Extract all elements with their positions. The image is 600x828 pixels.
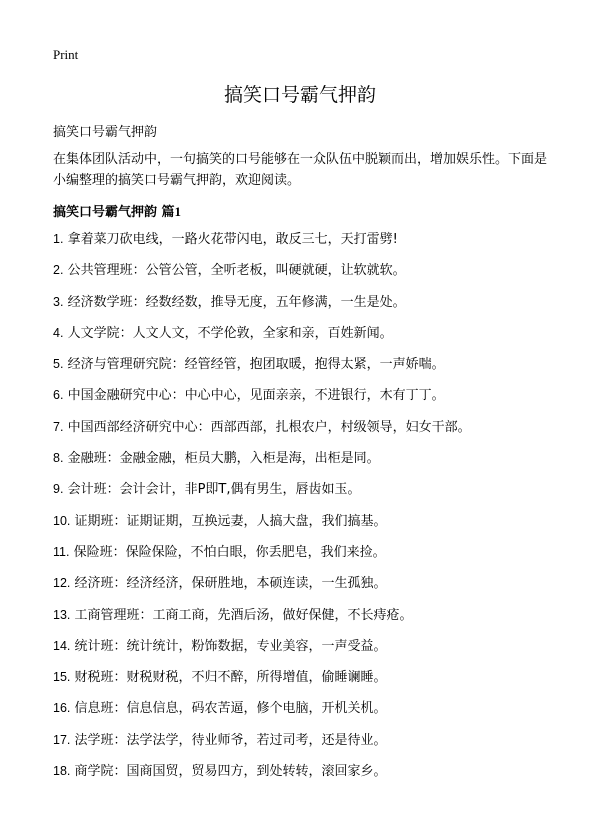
list-item-text: 商学院：国商国贸，贸易四方，到处转转，滚回家乡。 — [74, 764, 387, 780]
list-item-text: 公共管理班：公管公管，全听老板，叫硬就硬，让软就软。 — [67, 263, 406, 279]
list-item — [53, 761, 560, 792]
list-item-text: 人文学院：人文人文，不学伦敦，全家和亲，百姓新闻。 — [67, 325, 393, 341]
list-item-text: 金融班：金融金融，柜员大鹏，入柜是海，出柜是同。 — [67, 451, 380, 467]
list-item — [53, 511, 560, 542]
list-item — [53, 260, 560, 291]
list-item-number: 5. — [53, 357, 64, 372]
list-item-text: 财税班：财税财税，不归不醉，所得增值，偷睡谰睡。 — [74, 670, 387, 686]
list-item-number: 4. — [53, 325, 64, 340]
list-item — [53, 573, 560, 604]
list-item-number: 11. — [53, 544, 70, 559]
list-item-text: 法学班：法学法学，待业师爷，若过司考，还是待业。 — [74, 732, 387, 748]
list-item — [53, 385, 560, 416]
list-item — [53, 636, 560, 667]
list-item — [53, 667, 560, 698]
list-item-text: 工商管理班：工商工商，先酒后汤，做好保健，不长痔疮。 — [74, 607, 413, 623]
list-item-number: 9. — [53, 482, 64, 497]
list-item-text: 中国金融研究中心：中心中心，见面亲亲，不进银行，木有丁丁。 — [67, 388, 445, 404]
list-item-text: 经济班：经济经济，保研胜地，本硕连读，一生孤独。 — [74, 576, 387, 592]
list-item-text: 信息班：信息信息，码农苦逼，修个电脑，开机关机。 — [74, 701, 387, 717]
list-item-number: 15. — [53, 670, 71, 685]
list-item-number: 8. — [53, 451, 64, 466]
page-subtitle: 搞笑口号霸气押韵 — [53, 125, 158, 140]
list-item-text: 会计班：会计会计，非P即T,偶有男生，唇齿如玉。 — [67, 482, 361, 498]
list-item-number: 14. — [53, 638, 71, 653]
intro-paragraph: 在集体团队活动中，一句搞笑的口号能够在一众队伍中脱颖而出，增加娱乐性。下面是小编整理的搞笑口号霸气押韵，欢迎阅读。 — [53, 152, 548, 188]
list-item-text: 统计班：统计统计，粉饰数据，专业美容，一声受益。 — [74, 638, 387, 654]
list-item-number: 17. — [53, 732, 71, 747]
list-item — [53, 479, 560, 510]
list-item — [53, 292, 560, 323]
list-item-number: 12. — [53, 576, 71, 591]
list-item — [53, 417, 560, 448]
list-item — [53, 229, 560, 260]
list-item-number: 16. — [53, 701, 71, 716]
list-item-number: 7. — [53, 419, 64, 434]
list-item — [53, 605, 560, 636]
list-item — [53, 730, 560, 761]
list-item-number: 6. — [53, 388, 64, 403]
list-item-number: 3. — [53, 294, 64, 309]
list-item-text: 中国西部经济研究中心：西部西部，扎根农户，村级领导，妇女干部。 — [67, 419, 471, 435]
slogan-list — [53, 229, 560, 792]
section-heading-number: 1 — [174, 204, 182, 219]
section-heading — [53, 201, 181, 220]
list-item — [53, 542, 560, 573]
list-item-number: 10. — [53, 513, 71, 528]
list-item-number: 13. — [53, 607, 71, 622]
list-item — [53, 354, 560, 385]
list-item — [53, 448, 560, 479]
list-item-text: 保险班：保险保险，不怕白眼，你丢肥皂，我们来捡。 — [73, 544, 386, 560]
list-item-number: 2. — [53, 263, 64, 278]
page-title: 搞笑口号霸气押韵 — [223, 84, 376, 106]
list-item-number: 18. — [53, 764, 71, 779]
list-item — [53, 323, 560, 354]
list-item — [53, 698, 560, 729]
list-item-text: 拿着菜刀砍电线，一路火花带闪电，敢反三七，天打雷劈! — [67, 232, 398, 247]
print-link[interactable]: Print — [53, 47, 79, 62]
list-item-text: 经济数学班：经数经数，推导无度，五年修满，一生是处。 — [67, 294, 406, 310]
list-item-text: 经济与管理研究院：经管经管，抱团取暖，抱得太紧，一声娇喘。 — [67, 357, 445, 373]
list-item-number: 1. — [53, 232, 64, 246]
list-item-text: 证期班：证期证期，互换远妻，人搞大盘，我们搞基。 — [74, 513, 387, 529]
section-heading-title: 搞笑口号霸气押韵 篇 — [53, 205, 175, 220]
